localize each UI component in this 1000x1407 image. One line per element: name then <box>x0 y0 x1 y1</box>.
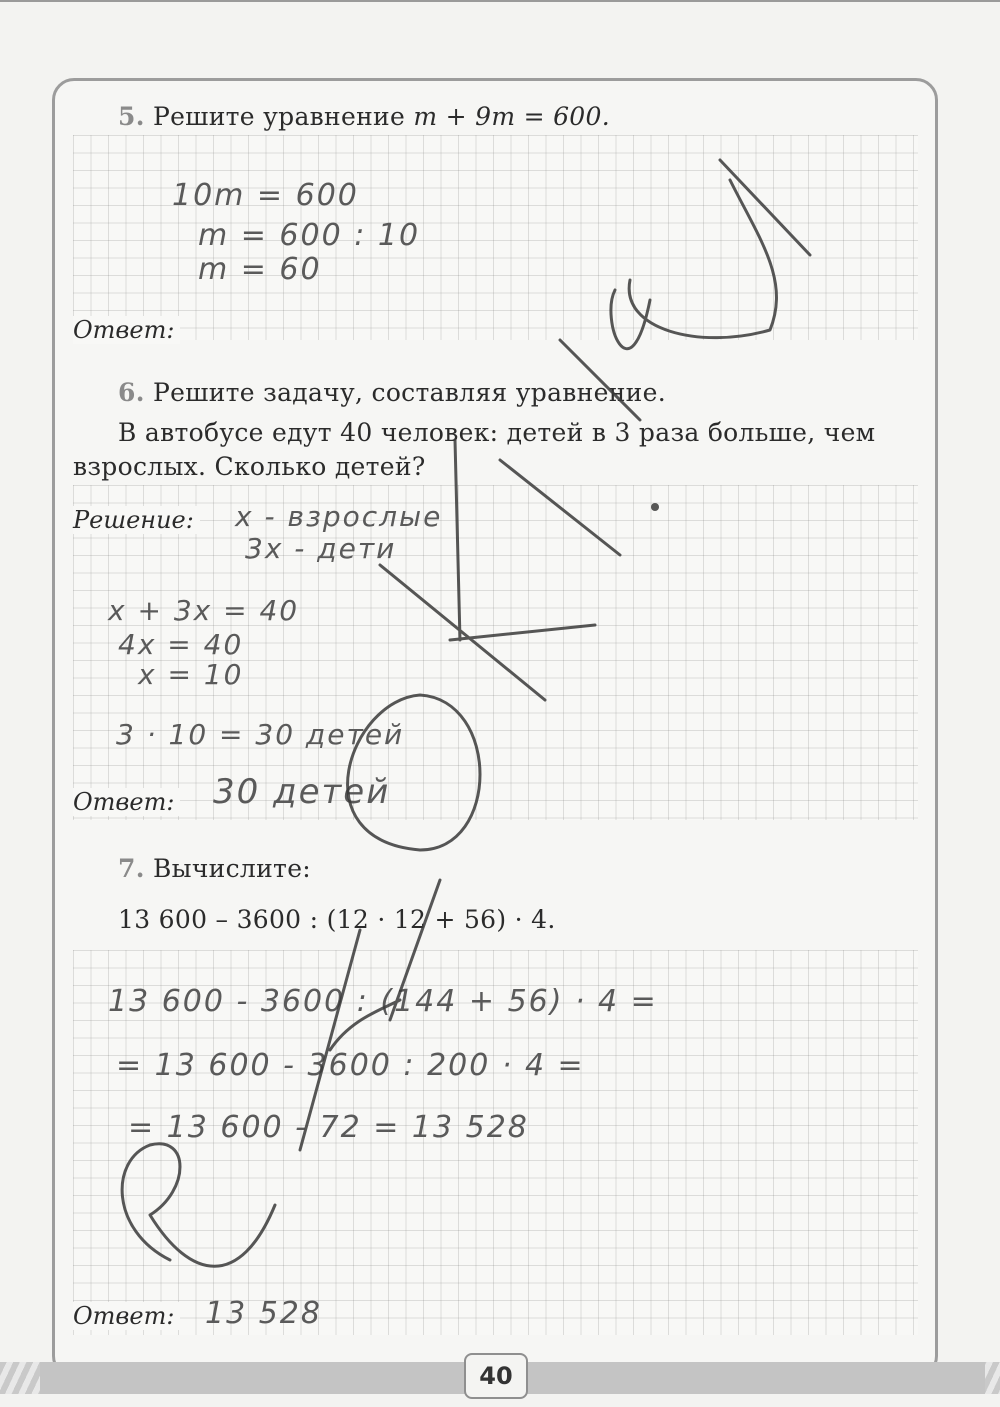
task6-answer-value: 30 детей <box>213 772 391 812</box>
task6-work-line-2: 3x - дети <box>245 532 397 565</box>
task7-work-line-1: 13 600 - 3600 : (144 + 56) · 4 = <box>108 984 658 1019</box>
task6-work-line-4: 4x = 40 <box>118 628 244 661</box>
watermark-stroke-o <box>348 695 480 850</box>
task6-work-line-5: x = 10 <box>138 658 244 691</box>
task6-work-line-1: x - взрослые <box>235 500 443 533</box>
task6-work-line-6: 3 · 10 = 30 детей <box>116 718 405 751</box>
task5-number: 5. <box>118 102 145 131</box>
task7-title: Вычислите: <box>152 854 312 883</box>
task7-work-line-3: = 13 600 - 72 = 13 528 <box>128 1110 529 1145</box>
watermark-stroke-i <box>500 290 650 555</box>
task5-answer-label: Ответ: <box>73 316 180 344</box>
task6-work-line-3: x + 3x = 40 <box>108 594 300 627</box>
watermark-stroke-u <box>629 160 810 338</box>
task6-problem-line-1: В автобусе едут 40 человек: детей в 3 раза больше, чем <box>118 418 876 447</box>
task6-number: 6. <box>118 378 145 407</box>
task5-work-line-3: m = 60 <box>198 252 322 287</box>
task5-work-line-1: 10m = 600 <box>172 178 359 213</box>
task5-work-line-2: m = 600 : 10 <box>198 218 421 253</box>
task7-expression: 13 600 – 3600 : (12 · 12 + 56) · 4. <box>118 905 556 934</box>
task6-answer-label: Ответ: <box>73 788 180 816</box>
task7-work-line-2: = 13 600 - 3600 : 200 · 4 = <box>116 1048 585 1083</box>
task5-equation: m + 9m = 600. <box>413 102 610 131</box>
task6-title: Решите задачу, составляя уравнение. <box>152 378 666 407</box>
watermark-stroke-k <box>380 440 595 700</box>
task7-answer-value: 13 528 <box>205 1296 322 1331</box>
task6-problem-line-2: взрослых. Сколько детей? <box>73 452 426 481</box>
watermark-stroke-n <box>300 880 440 1150</box>
watermark-dot <box>651 503 659 511</box>
page-number: 40 <box>464 1353 528 1399</box>
task7-answer-label: Ответ: <box>73 1302 180 1330</box>
watermark-stroke-e <box>122 1144 275 1266</box>
task5-text: Решите уравнение <box>152 102 414 131</box>
task6-solution-label: Решение: <box>73 506 200 534</box>
task7-number: 7. <box>118 854 145 883</box>
